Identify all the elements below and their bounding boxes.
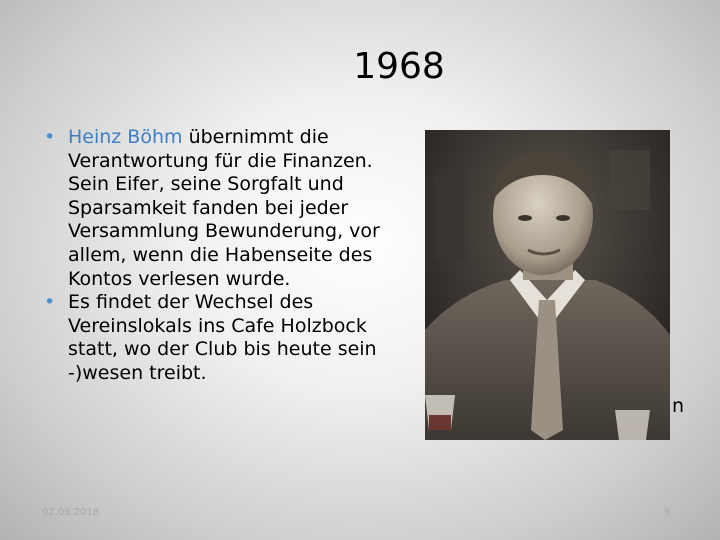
bullet-text: übernimmt die Verantwortung für die Finanzen. Sein Eifer, seine Sorgfalt und Sparsamkeit fanden bei jeder Versammlung Bewunderung, vor allem, wenn die Habenseite des Kontos verlesen wurde. (68, 126, 380, 290)
footer-date: 02.06.2018 (42, 507, 100, 518)
page-number: 9 (664, 507, 671, 518)
bullet-item (30, 291, 410, 385)
bullet-item (30, 126, 410, 291)
bullet-list (30, 126, 410, 386)
highlighted-name: Heinz Böhm (68, 126, 183, 148)
portrait-photo-image (425, 130, 670, 440)
overflow-text-tail: n (672, 395, 685, 417)
bullet-text: Es findet der Wechsel des Vereinslokals ins Cafe Holzbock statt, wo der Club bis heute sein -)wesen treibt. (68, 291, 377, 384)
bullet-icon: • (44, 126, 56, 148)
portrait-photo (425, 130, 670, 440)
slide-title: 1968 (353, 46, 445, 87)
bullet-icon: • (44, 291, 56, 314)
